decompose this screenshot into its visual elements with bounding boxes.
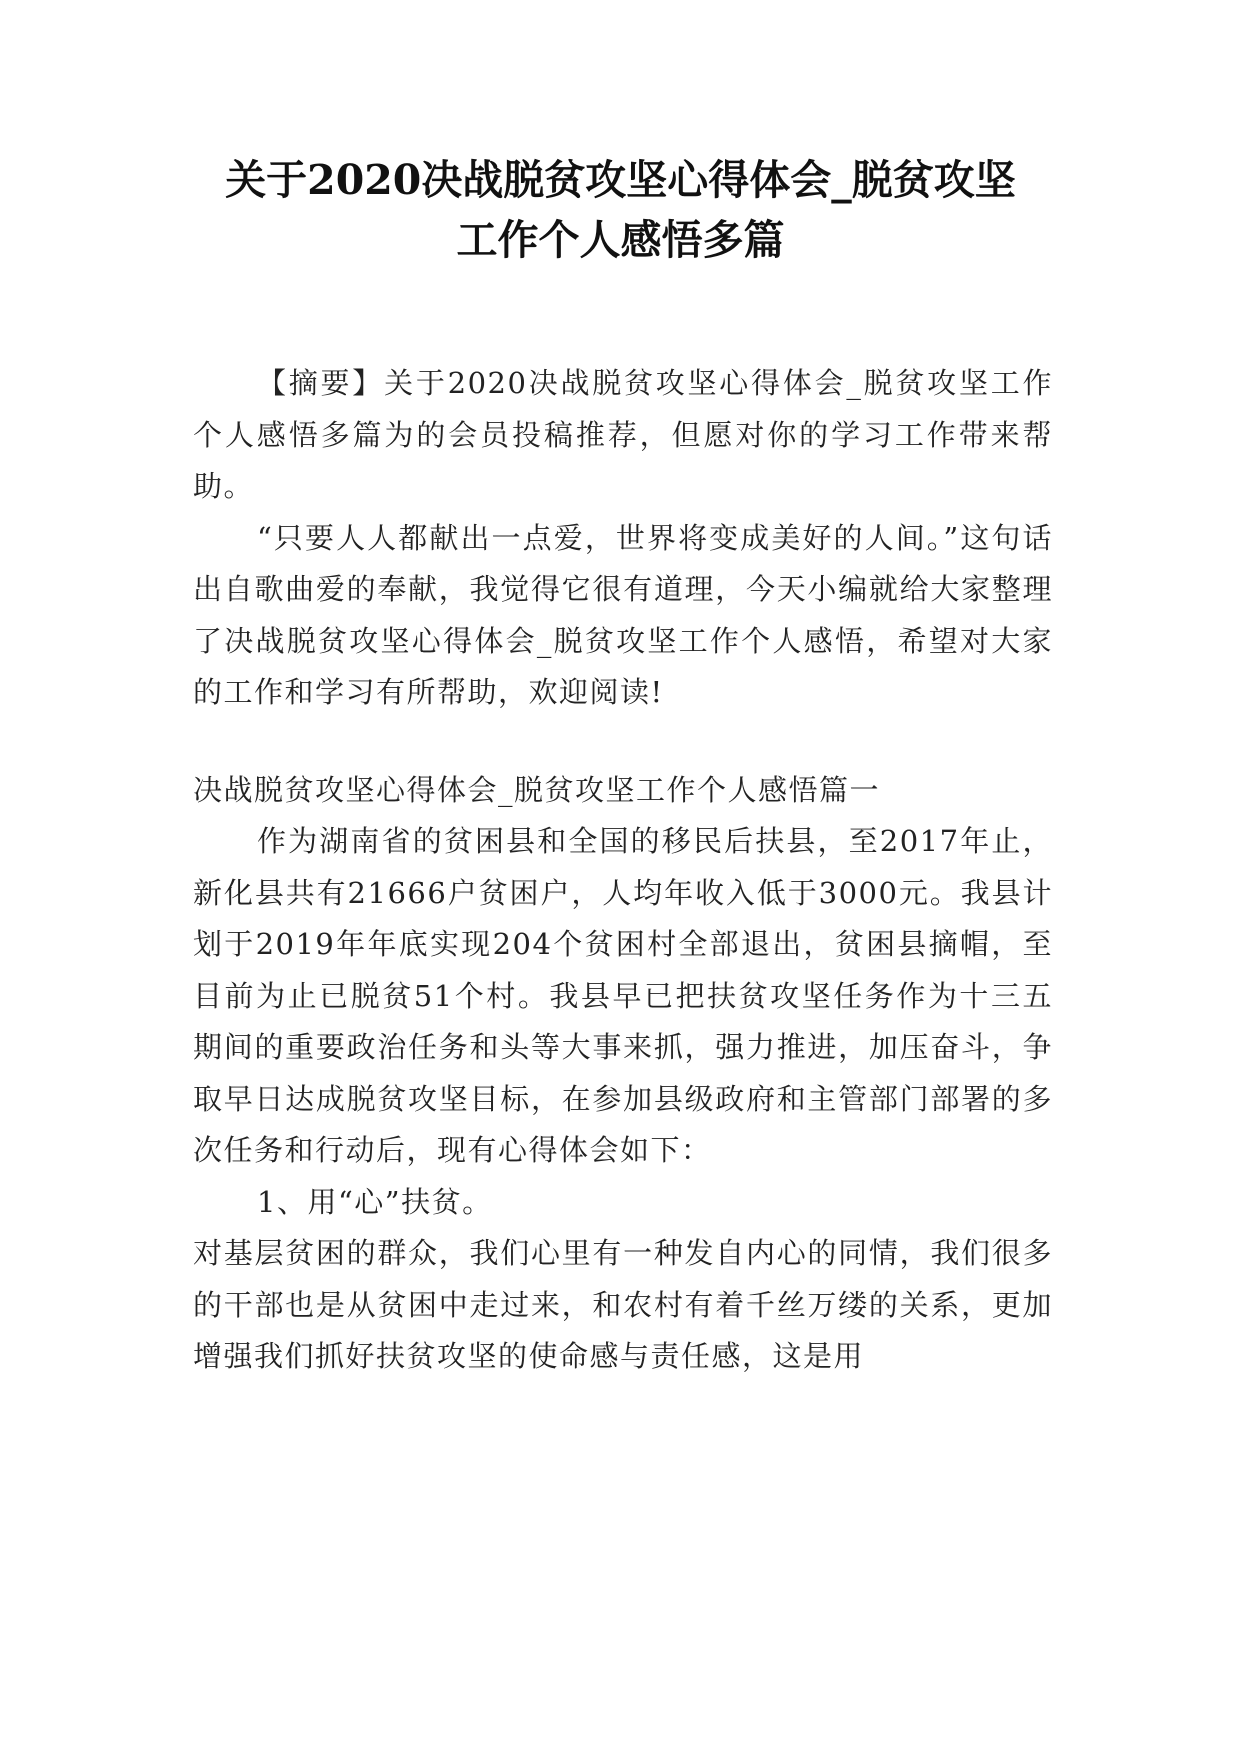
body-paragraph: 作为湖南省的贫困县和全国的移民后扶县，至2017年止，新化县共有21666户贫困户，人均年收入低于3000元。我县计划于2019年年底实现204个贫困村全部退出，贫困县摘帽，至目前为止已脱贫51个村。我县早已把扶贫攻坚任务作为十三五期间的重要政治任务和头等大事来抓，强力推进，加压奋斗，争取早日达成脱贫攻坚目标，在参加县级政府和主管部门部署的多次任务和行动后，现有心得体会如下： bbox=[193, 824, 1053, 1167]
abstract-paragraph: 【摘要】关于2020决战脱贫攻坚心得体会_脱贫攻坚工作个人感悟多篇为的会员投稿推荐，但愿对你的学习工作带来帮助。 bbox=[193, 366, 1053, 503]
section-heading: 决战脱贫攻坚心得体会_脱贫攻坚工作个人感悟篇一 bbox=[193, 772, 881, 807]
intro-paragraph: “只要人人都献出一点爱，世界将变成美好的人间。”这句话出自歌曲爱的奉献，我觉得它很有道理，今天小编就给大家整理了决战脱贫攻坚心得体会_脱贫攻坚工作个人感悟，希望对大家的工作和学习有所帮助，欢迎阅读! bbox=[193, 520, 1053, 709]
document-body bbox=[193, 358, 1053, 1383]
title-line-1: 关于2020决战脱贫攻坚心得体会_脱贫攻坚 bbox=[225, 156, 1016, 204]
list-item-heading: 1、用“心”扶贫。 bbox=[257, 1184, 493, 1219]
title-line-2: 工作个人感悟多篇 bbox=[456, 216, 785, 264]
body-paragraph-continued: 对基层贫困的群众，我们心里有一种发自内心的同情，我们很多的干部也是从贫困中走过来，和农村有着千丝万缕的关系，更加增强我们抓好扶贫攻坚的使命感与责任感，这是用 bbox=[193, 1236, 1053, 1373]
document-title bbox=[160, 150, 1081, 270]
